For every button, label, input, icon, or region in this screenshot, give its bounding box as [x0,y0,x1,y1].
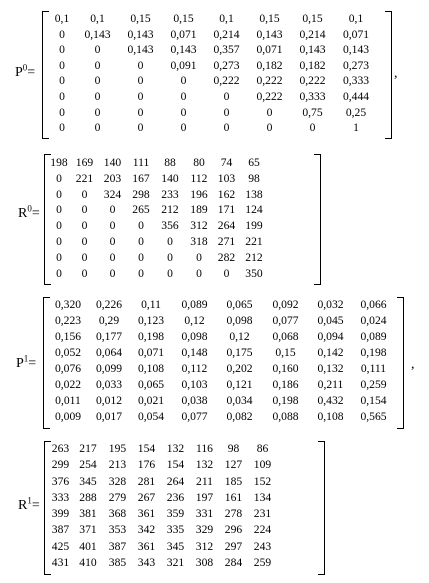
matrix-cell: 0 [59,43,65,57]
matrix-cell: 345 [166,539,185,553]
matrix-cell: 401 [79,539,97,553]
matrix-cell: 0,112 [181,362,208,375]
matrix-cell: 197 [195,490,214,504]
matrix-cell: 0 [56,234,62,248]
matrix-cell: 381 [79,507,97,521]
matrix-cell: 264 [166,474,185,488]
matrix-cell: 385 [108,556,127,570]
matrix-cell: 0 [109,203,116,217]
matrix-cell: 0,024 [360,314,387,327]
matrix-cell: 0,175 [226,346,253,359]
matrix-cell: 221 [245,234,263,248]
matrix-cell: 0 [81,266,88,280]
matrix-cell: 0 [94,105,101,119]
matrix-cell: 0 [167,250,173,264]
matrix-cell: 0,15 [275,346,296,359]
matrix-cell: 0,143 [256,27,283,41]
matrix-cell: 0 [56,187,62,201]
matrix-cell: 0 [81,234,88,248]
matrix-cell: 0,143 [84,27,111,41]
matrix-p1-label [16,353,37,372]
matrix-cell: 103 [217,171,236,185]
matrix-cell: 0,177 [95,330,123,343]
matrix-cell: 243 [253,539,272,553]
matrix-cell: 308 [195,556,214,570]
matrix-r0-right-bracket [314,154,321,285]
matrix-cell: 0 [196,250,202,264]
matrix-cell: 0,154 [360,394,387,407]
matrix-cell: 196 [190,187,208,201]
matrix-cell: 298 [132,187,150,201]
matrix-cell: 0 [59,105,65,119]
matrix-cell: 368 [108,507,127,521]
matrix-cell: 342 [137,523,156,537]
matrix-r1-right-bracket [318,441,325,575]
matrix-cell: 0 [223,266,230,280]
matrix-cell: 167 [132,171,150,185]
matrix-cell: 0,123 [137,314,165,327]
matrix-cell: 331 [195,507,214,521]
matrix-cell: 0 [94,43,101,57]
matrix-cell: 0 [81,219,88,233]
matrix-r1-name: R [18,498,28,513]
matrix-p0-label [15,62,36,81]
matrix-cell: 0,098 [226,314,253,327]
matrix-cell: 0 [81,203,88,217]
matrix-r1-label [18,495,40,514]
matrix-cell: 0,1 [54,12,70,25]
matrix-cell: 65 [248,156,260,169]
matrix-cell: 0,108 [317,410,344,423]
matrix-cell: 0,143 [170,43,197,57]
matrix-cell: 162 [217,187,236,201]
matrix-cell: 0 [223,121,230,135]
matrix-cell: 0,214 [213,27,240,41]
matrix-cell: 134 [253,490,272,504]
matrix-cell: 0,444 [342,89,370,103]
matrix-p0-superscript: 0 [22,62,28,73]
matrix-cell: 0,226 [95,298,123,311]
matrix-cell: 0 [137,58,144,72]
matrix-cell: 0,143 [342,43,370,57]
matrix-cell: 0 [137,105,144,119]
matrix-r0-grid [47,157,268,283]
matrix-cell: 284 [224,556,243,570]
matrix-cell: 353 [108,523,127,537]
matrix-cell: 185 [224,474,243,488]
matrix-cell: 0 [59,121,65,135]
matrix-cell: 0,142 [317,346,344,359]
matrix-p0-equals: = [27,65,36,80]
matrix-cell: 0,066 [360,298,387,311]
matrix-cell: 0,108 [137,362,165,375]
matrix-cell: 0,052 [54,346,82,359]
matrix-cell: 0,202 [226,362,253,375]
matrix-cell: 0,29 [98,314,120,327]
matrix-cell: 0 [56,219,62,233]
matrix-cell: 0,099 [95,362,123,375]
matrix-cell: 410 [79,556,97,570]
matrix-cell: 267 [137,490,156,504]
matrix-cell: 112 [190,171,208,185]
matrix-cell: 0 [94,74,101,88]
matrix-cell: 152 [253,474,272,488]
matrix-cell: 329 [195,523,214,537]
matrix-cell: 0 [266,121,273,135]
matrix-p1-grid [48,299,395,427]
matrix-cell: 80 [193,156,205,169]
matrix-cell: 124 [245,203,263,217]
matrix-cell: 0,076 [54,362,82,375]
matrix-cell: 0,11 [141,298,161,311]
matrix-cell: 0 [56,266,62,280]
matrix-cell: 0,160 [272,362,299,375]
matrix-cell: 0,071 [342,27,370,41]
matrix-cell: 0,098 [181,330,208,343]
matrix-cell: 0,198 [360,346,387,359]
matrix-cell: 254 [79,458,97,472]
matrix-cell: 0,186 [272,378,299,391]
matrix-cell: 361 [137,539,156,553]
matrix-cell: 0,089 [360,330,387,343]
matrix-cell: 74 [220,156,233,169]
matrix-cell: 359 [166,507,185,521]
matrix-cell: 387 [51,523,70,537]
matrix-p0-trailing-comma: , [394,66,398,81]
matrix-cell: 0,017 [95,410,123,423]
matrix-cell: 288 [79,490,97,504]
matrix-cell: 0,1 [348,12,364,25]
matrix-cell: 0,065 [137,378,165,391]
matrix-cell: 171 [217,203,236,217]
matrix-cell: 211 [196,474,213,488]
matrix-cell: 224 [253,523,272,537]
matrix-cell: 0 [81,250,88,264]
matrix-cell: 387 [108,539,127,553]
matrix-cell: 333 [51,490,70,504]
matrix-r0-name: R [18,206,28,221]
matrix-cell: 0,198 [137,330,165,343]
matrix-cell: 0,214 [299,27,326,41]
matrix-cell: 0 [56,250,62,264]
matrix-p0-grid [48,13,378,138]
matrix-r1-equals: = [31,498,40,513]
matrix-cell: 335 [166,523,185,537]
matrix-cell: 0,032 [317,298,344,311]
matrix-cell: 297 [224,539,243,553]
matrix-cell: 0,222 [256,89,283,103]
matrix-cell: 0 [59,27,65,41]
matrix-cell: 0,038 [181,394,208,407]
matrix-cell: 0 [137,121,144,135]
matrix-cell: 361 [137,507,156,521]
matrix-cell: 0,182 [299,58,326,72]
matrix-p0-right-bracket [385,11,392,139]
matrix-cell: 0,071 [137,346,165,359]
matrix-cell: 0 [137,74,144,88]
matrix-cell: 0,198 [272,394,299,407]
matrix-cell: 233 [161,187,179,201]
matrix-cell: 0 [309,121,316,135]
matrix-p1-name: P [16,356,24,371]
matrix-cell: 169 [75,156,94,169]
matrix-cell: 259 [253,556,272,570]
matrix-cell: 296 [224,523,243,537]
matrix-cell: 356 [161,219,179,233]
matrix-cell: 189 [190,203,208,217]
matrix-r0-equals: = [31,206,40,221]
matrix-cell: 0,012 [95,394,123,407]
matrix-cell: 0 [196,266,202,280]
matrix-cell: 271 [217,234,236,248]
matrix-cell: 0,121 [226,378,253,391]
matrix-cell: 0,12 [229,330,250,343]
matrix-r1-grid [48,443,277,573]
matrix-cell: 0 [94,58,101,72]
matrix-cell: 0,082 [226,410,253,423]
matrix-cell: 0,15 [130,12,151,25]
matrix-cell: 0,111 [360,362,387,375]
matrix-p1-equals: = [28,356,37,371]
matrix-cell: 0 [94,89,101,103]
matrix-cell: 154 [137,442,156,455]
matrix-cell: 161 [224,490,243,504]
matrix-cell: 0,259 [360,378,387,391]
matrix-p0-name: P [15,65,23,80]
matrix-cell: 154 [166,458,185,472]
matrix-cell: 109 [253,458,272,472]
matrix-cell: 98 [227,442,240,455]
matrix-cell: 0 [137,89,144,103]
matrix-cell: 0 [109,250,116,264]
matrix-cell: 0,222 [299,74,326,88]
matrix-cell: 371 [79,523,97,537]
matrix-cell: 0,132 [317,362,344,375]
matrix-cell: 0 [59,89,65,103]
matrix-cell: 0,143 [127,43,154,57]
matrix-cell: 86 [256,442,269,455]
matrix-cell: 195 [108,442,127,455]
matrix-cell: 264 [217,219,236,233]
matrix-cell: 0,333 [342,74,370,88]
matrix-cell: 0,022 [54,378,82,391]
matrix-cell: 0,011 [55,394,81,407]
matrix-cell: 0,045 [317,314,344,327]
matrix-cell: 0,432 [317,394,344,407]
matrix-cell: 0,071 [256,43,283,57]
matrix-cell: 328 [108,474,127,488]
matrix-cell: 0 [138,219,144,233]
matrix-cell: 0 [167,266,173,280]
matrix-cell: 0,064 [95,346,123,359]
matrix-cell: 0 [180,74,187,88]
matrix-cell: 0,143 [299,43,326,57]
matrix-cell: 0 [109,219,116,233]
matrix-cell: 0 [59,74,65,88]
matrix-cell: 198 [50,156,68,169]
matrix-cell: 0,320 [54,298,82,311]
matrix-cell: 0,211 [317,378,344,391]
matrix-p1-superscript: 1 [23,353,29,364]
matrix-cell: 138 [245,187,263,201]
matrix-cell: 199 [245,219,263,233]
matrix-cell: 0 [138,250,144,264]
matrix-cell: 140 [103,156,122,169]
matrix-cell: 217 [79,442,97,455]
matrix-cell: 425 [51,539,70,553]
matrix-cell: 0,065 [226,298,253,311]
matrix-cell: 203 [103,171,122,185]
matrix-cell: 278 [224,507,243,521]
matrix-cell: 0,091 [170,58,197,72]
matrix-cell: 376 [51,474,70,488]
matrix-cell: 212 [245,250,263,264]
matrix-cell: 0,077 [181,410,208,423]
matrix-cell: 0 [180,105,187,119]
matrix-cell: 221 [75,171,94,185]
matrix-cell: 0,033 [95,378,123,391]
matrix-cell: 0,034 [226,394,253,407]
matrix-cell: 0 [167,234,173,248]
matrix-cell: 265 [132,203,150,217]
matrix-cell: 431 [51,556,70,570]
matrix-cell: 0,054 [137,410,165,423]
matrix-cell: 0 [266,105,273,119]
matrix-cell: 279 [108,490,127,504]
matrix-cell: 0,156 [54,330,82,343]
matrix-cell: 0 [109,266,116,280]
matrix-cell: 0,273 [342,58,370,72]
matrix-cell: 0,088 [272,410,299,423]
matrix-cell: 0 [180,121,187,135]
matrix-cell: 0,077 [272,314,299,327]
matrix-cell: 299 [51,458,70,472]
matrix-cell: 0,25 [345,105,367,119]
matrix-cell: 213 [108,458,127,472]
matrix-cell: 0 [56,203,62,217]
matrix-cell: 231 [253,507,272,521]
matrix-cell: 0,565 [360,410,387,423]
matrix-cell: 0 [223,105,230,119]
matrix-cell: 132 [195,458,214,472]
matrix-cell: 0 [81,187,88,201]
matrix-cell: 0,357 [213,43,240,57]
matrix-p1-trailing-comma: , [411,357,415,372]
matrix-cell: 0,1 [219,12,234,25]
matrix-cell: 0,1 [90,12,105,25]
matrix-r0-label [18,203,40,222]
matrix-cell: 0,143 [127,27,154,41]
matrix-cell: 324 [103,187,122,201]
matrix-cell: 263 [51,442,70,455]
matrix-cell: 0,15 [302,12,323,25]
matrix-cell: 0,103 [181,378,208,391]
matrix-cell: 0 [56,171,62,185]
matrix-cell: 281 [137,474,156,488]
matrix-cell: 116 [196,442,213,455]
matrix-cell: 0 [94,121,101,135]
matrix-cell: 0,182 [256,58,283,72]
matrix-cell: 0,222 [213,74,240,88]
matrix-cell: 0,068 [272,330,299,343]
matrix-cell: 0,12 [184,314,205,327]
matrix-cell: 0,148 [181,346,208,359]
matrix-cell: 312 [190,219,208,233]
matrix-cell: 98 [248,171,260,185]
matrix-r1-superscript: 1 [27,495,32,506]
matrix-cell: 140 [161,171,179,185]
matrix-cell: 236 [166,490,185,504]
matrix-cell: 318 [190,234,208,248]
matrix-cell: 1 [353,121,359,135]
matrix-cell: 0,15 [173,12,194,25]
matrix-cell: 345 [79,474,97,488]
matrix-cell: 350 [245,266,263,280]
matrix-cell: 0,092 [272,298,299,311]
matrix-r0-superscript: 0 [27,203,32,214]
matrix-cell: 176 [137,458,156,472]
matrix-cell: 88 [164,156,176,169]
matrix-cell: 0,15 [259,12,280,25]
matrix-cell: 0 [138,234,144,248]
matrix-cell: 0,094 [317,330,344,343]
matrix-cell: 0,223 [54,314,82,327]
matrix-p1-right-bracket [397,297,404,429]
matrix-cell: 0,021 [137,394,165,407]
matrix-cell: 0,071 [170,27,197,41]
matrix-cell: 0 [59,58,65,72]
matrix-cell: 321 [166,556,185,570]
matrix-cell: 132 [166,442,185,455]
matrix-cell: 0,009 [54,410,82,423]
matrix-cell: 212 [161,203,179,217]
matrix-cell: 0 [138,266,144,280]
matrix-cell: 0 [180,89,187,103]
matrix-cell: 312 [195,539,214,553]
matrix-cell: 0,75 [302,105,323,119]
matrix-cell: 343 [137,556,156,570]
matrix-cell: 0,333 [299,89,326,103]
matrix-cell: 0 [223,89,230,103]
matrix-cell: 127 [224,458,243,472]
matrix-cell: 0 [109,234,116,248]
matrix-cell: 0,089 [181,298,208,311]
matrix-cell: 282 [217,250,236,264]
matrix-cell: 0,273 [213,58,240,72]
matrix-cell: 0,222 [256,74,283,88]
matrix-cell: 111 [132,156,150,169]
matrix-cell: 399 [51,507,70,521]
